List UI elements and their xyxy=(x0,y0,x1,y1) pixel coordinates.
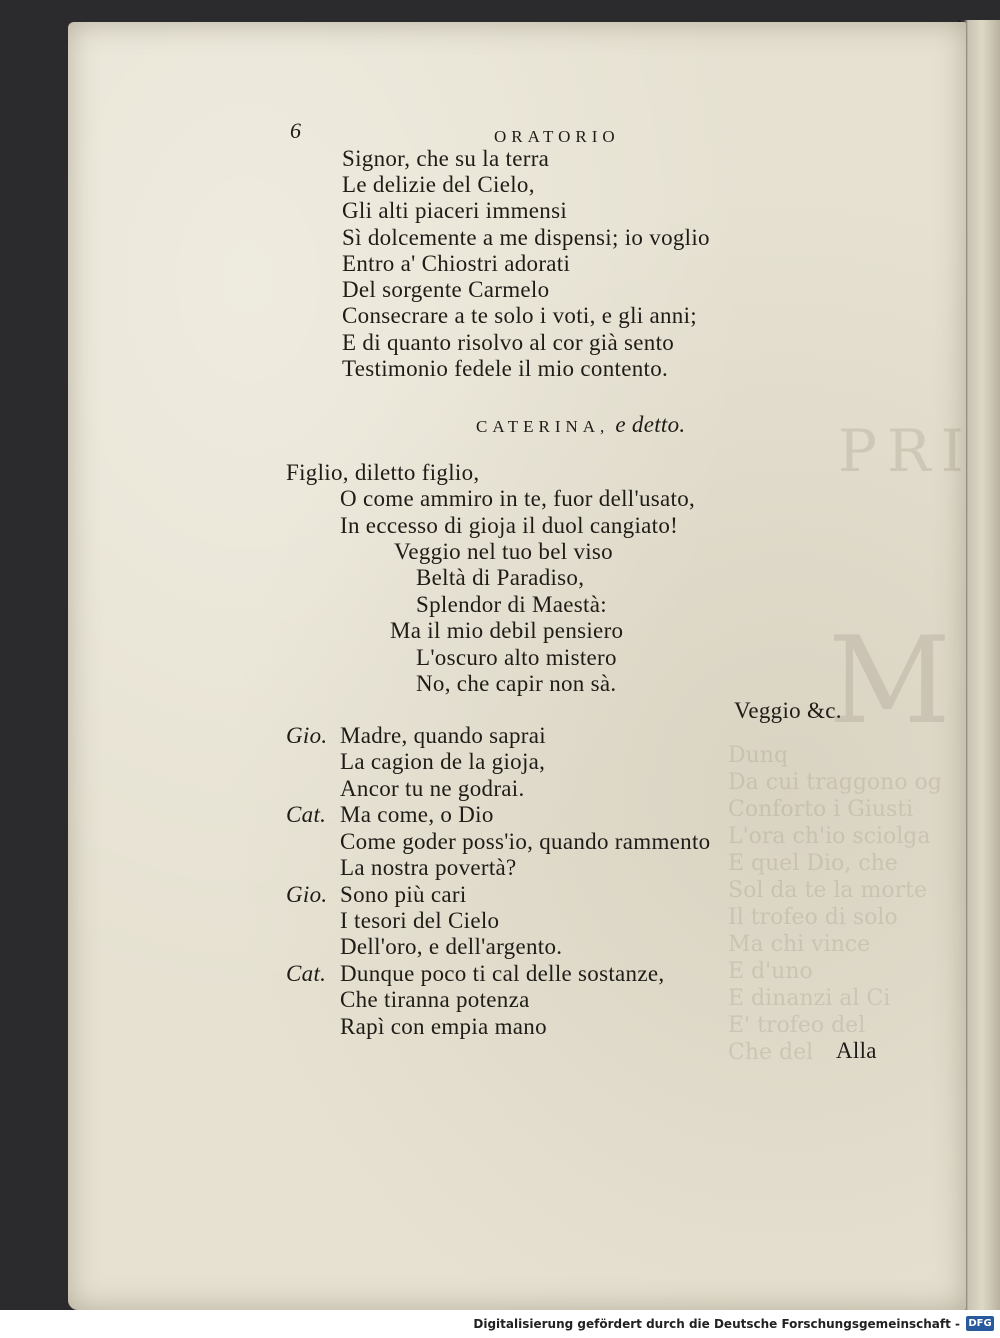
dialogue-line: I tesori del Cielo xyxy=(340,908,500,933)
aria-line: Ma il mio debil pensiero xyxy=(390,618,624,643)
dialogue-line: Ma come, o Dio xyxy=(340,802,494,827)
page-number: 6 xyxy=(290,118,302,143)
dialogue-line: Che tiranna potenza xyxy=(340,987,530,1012)
dfg-logo: DFG xyxy=(966,1316,994,1331)
speaker-label: Cat. xyxy=(286,802,327,827)
aria-line: L'oscuro alto mistero xyxy=(416,645,617,670)
verse-line: E di quanto risolvo al cor già sento xyxy=(342,330,675,355)
verse-line: Testimonio fedele il mio contento. xyxy=(342,356,669,381)
catchword: Alla xyxy=(836,1038,877,1063)
scene-heading xyxy=(476,412,685,440)
dialogue-line: La cagion de la gioja, xyxy=(340,749,546,774)
dialogue-line: Dunque poco ti cal delle sostanze, xyxy=(340,961,665,986)
verse-line: Del sorgente Carmelo xyxy=(342,277,550,302)
running-title: ORATORIO xyxy=(494,127,620,146)
dialogue-line: Come goder poss'io, quando rammento xyxy=(340,829,711,854)
verse-line: Sì dolcemente a me dispensi; io voglio xyxy=(342,225,710,250)
verse-line: Gli alti piaceri immensi xyxy=(342,198,568,223)
dialogue-line: Madre, quando saprai xyxy=(340,723,546,748)
show-through-text: Dunq Da cui traggono og Conforto i Giusti L'ora ch'io sciolga E quel Dio, che Sol da te la morte Il trofeo di solo Ma chi vince E d'uno E dinanzi al Ci E' trofeo del Che del xyxy=(728,743,942,1065)
digitization-footer xyxy=(0,1310,1000,1338)
verse-line: Consecrare a te solo i voti, e gli anni; xyxy=(342,303,697,328)
verse-line: Signor, che su la terra xyxy=(342,146,550,171)
show-through-letters: PRI xyxy=(838,417,974,485)
speaker-label: Cat. xyxy=(286,961,327,986)
verse-line: Entro a' Chiostri adorati xyxy=(342,251,571,276)
dialogue-line: Sono più cari xyxy=(340,882,467,907)
dialogue-line: La nostra povertà? xyxy=(340,855,517,880)
verse-line: Le delizie del Cielo, xyxy=(342,172,535,197)
show-through-initial: M xyxy=(828,612,951,751)
aria-line: No, che capir non sà. xyxy=(416,671,617,696)
aria-line: Splendor di Maestà: xyxy=(416,592,607,617)
aria-line: O come ammiro in te, fuor dell'usato, xyxy=(340,486,696,511)
speaker-label: Gio. xyxy=(286,882,328,907)
da-capo-note: Veggio &c. xyxy=(734,698,842,723)
scene-character: CATERINA, xyxy=(476,417,610,436)
dialogue-line: Ancor tu ne godrai. xyxy=(340,776,525,801)
aria-line: In eccesso di gioja il duol cangiato! xyxy=(340,513,679,538)
footer-credit: Digitalisierung gefördert durch die Deutsche Forschungsgemeinschaft - xyxy=(473,1317,960,1331)
dialogue-line: Rapì con empia mano xyxy=(340,1014,547,1039)
aria-line: Beltà di Paradiso, xyxy=(416,565,585,590)
speaker-label: Gio. xyxy=(286,723,328,748)
dialogue-line: Dell'oro, e dell'argento. xyxy=(340,934,563,959)
aria-line: Figlio, diletto figlio, xyxy=(286,460,480,485)
scene-direction: e detto. xyxy=(615,412,686,437)
aria-line: Veggio nel tuo bel viso xyxy=(394,539,613,564)
